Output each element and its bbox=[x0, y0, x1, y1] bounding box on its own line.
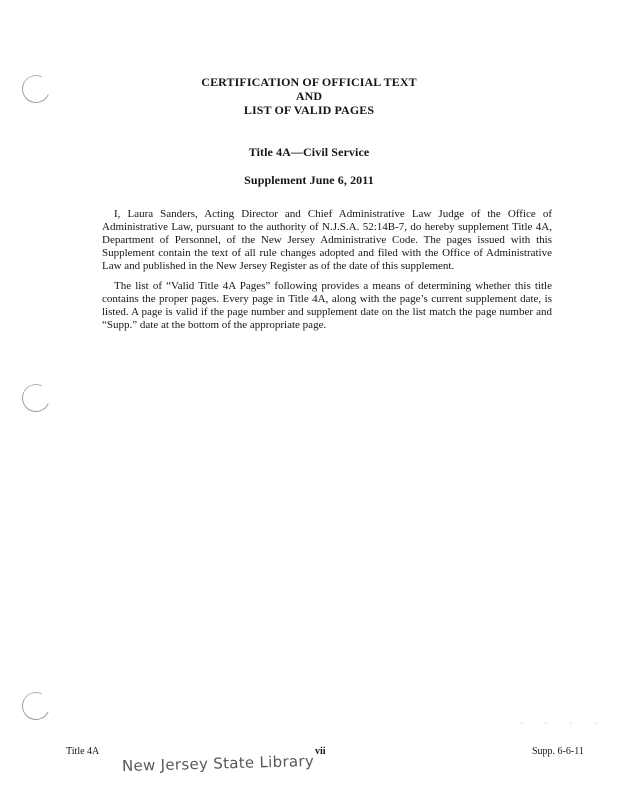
scan-specks: · · · · bbox=[520, 719, 607, 728]
title-heading: Title 4A—Civil Service bbox=[248, 145, 370, 159]
certification-heading: CERTIFICATION OF OFFICIAL TEXT bbox=[201, 75, 417, 89]
valid-pages-heading: LIST OF VALID PAGES bbox=[243, 103, 375, 117]
footer-title: Title 4A bbox=[66, 746, 100, 757]
punch-hole-middle bbox=[18, 380, 54, 416]
library-stamp: New Jersey State Library bbox=[121, 751, 315, 775]
heading-conjunction: AND bbox=[295, 89, 323, 103]
punch-hole-bottom bbox=[18, 688, 54, 724]
supplement-heading: Supplement June 6, 2011 bbox=[244, 173, 374, 187]
footer-supplement-date: Supp. 6-6-11 bbox=[532, 746, 584, 757]
footer-page-number: vii bbox=[315, 746, 326, 757]
certification-paragraph: I, Laura Sanders, Acting Director and Chief Administrative Law Judge of the Office of Administrative Law, pursuant to the authority of N.J.S.A. 52:14B-7, do hereby supplement Title 4A, Department of Personnel, of the New Jersey Administrative Code. The pages issued with this Supplement contain the text of all rule changes adopted and filed with the Office of Administrative Law and published in the New Jersey Register as of the date of this supplement. bbox=[102, 208, 552, 272]
valid-pages-paragraph: The list of “Valid Title 4A Pages” following provides a means of determining whether this title contains the proper pages. Every page in Title 4A, along with the page’s current supplement date, is listed. A page is valid if the page number and supplement date on the list match the page number and “Supp.” date at the bottom of the appropriate page. bbox=[102, 280, 552, 331]
